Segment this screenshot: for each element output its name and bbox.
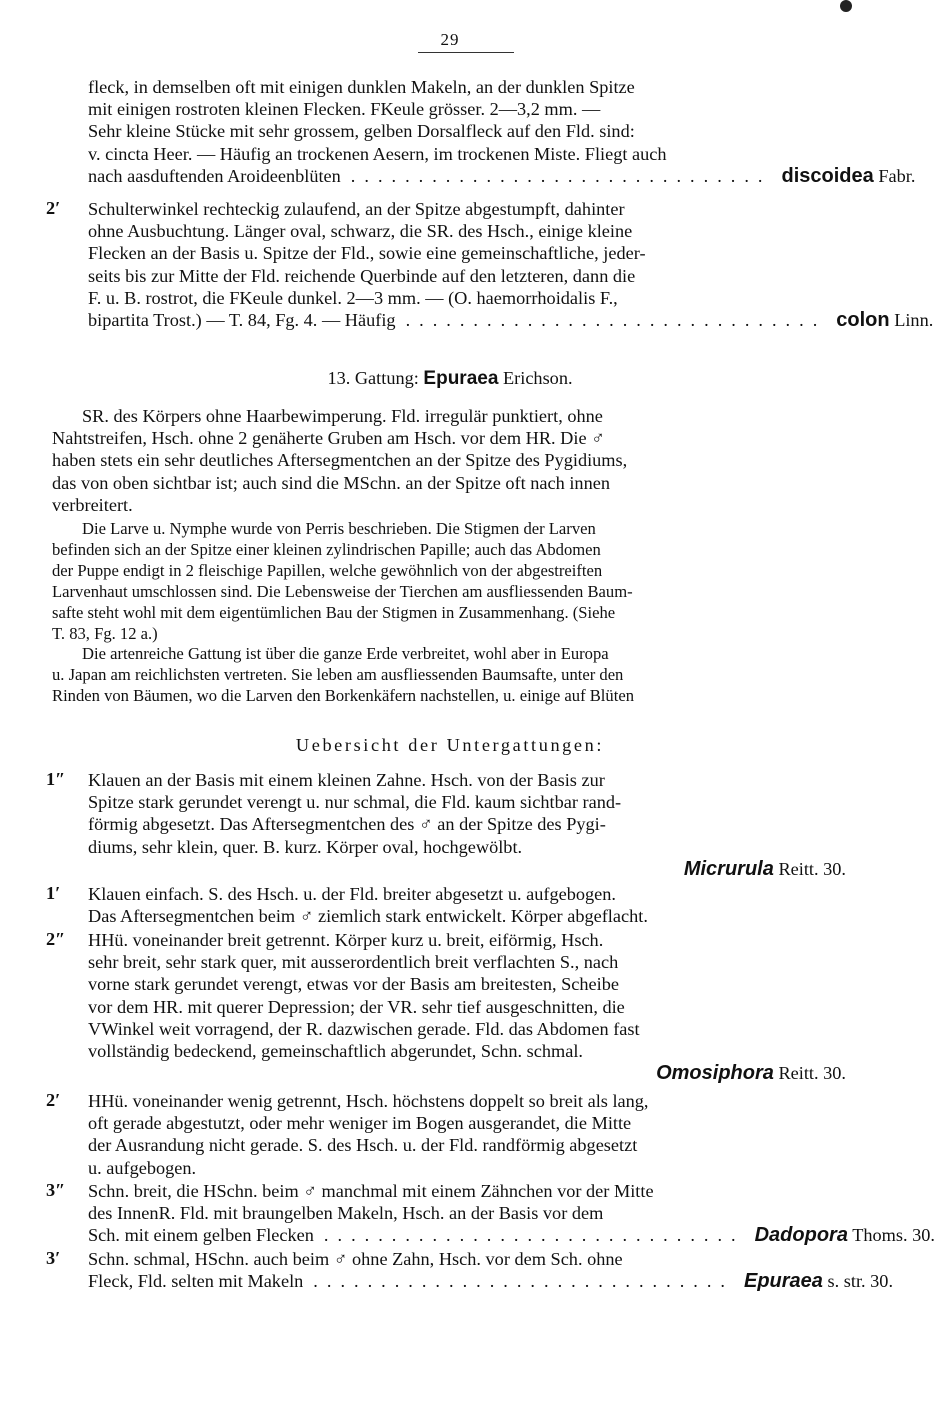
subgenus-name: Epuraea <box>743 1270 823 1293</box>
text-line: Klauen einfach. S. des Hsch. u. der Fld. breiter abgesetzt u. aufgebogen. <box>88 884 616 904</box>
text-line: sehr breit, sehr stark quer, mit ausserordentlich breit verflachten S., nach <box>88 952 619 973</box>
text-line: vorne stark gerundet verengt, etwas vor der Basis am breitesten, Scheibe <box>88 974 619 995</box>
text-line: Nahtstreifen, Hsch. ohne 2 genäherte Gruben am Hsch. vor dem HR. Die ♂ <box>52 428 605 449</box>
text-line: u. aufgebogen. <box>88 1157 197 1178</box>
text-line: der Puppe endigt in 2 fleischige Papillen, welche gewöhnlich von der abgestreiften <box>52 560 603 580</box>
text-line: Die Larve u. Nymphe wurde von Perris beschrieben. Die Stigmen der Larven <box>82 519 596 538</box>
key-couplet <box>88 1180 935 1247</box>
text-line: T. 83, Fg. 12 a.) <box>52 623 158 643</box>
dot-leader: ............................... <box>313 1271 734 1292</box>
text-line: Spitze stark gerundet verengt u. nur schmal, die Fld. kaum sichtbar rand- <box>88 792 622 813</box>
dot-leader: ............................... <box>350 165 772 186</box>
text-line: u. Japan am reichlichsten vertreten. Sie leben am ausfliessenden Baumsafte, unter den <box>52 664 624 684</box>
text-line: bipartita Trost.) — T. 84, Fg. 4. — Häufig <box>88 310 396 331</box>
distribution-note <box>52 644 846 707</box>
couplet-marker: 2′ <box>46 198 61 218</box>
key-result-row <box>88 1270 894 1293</box>
text-line: oft gerade abgestutzt, oder mehr weniger im Bogen ausgerandet, die Mitte <box>88 1113 632 1134</box>
text-line: Sch. mit einem gelben Flecken <box>88 1225 314 1246</box>
text-line: Schn. schmal, HSchn. auch beim ♂ ohne Zahn, Hsch. vor dem Sch. ohne <box>88 1249 623 1269</box>
couplet-marker: 2′ <box>46 1090 61 1110</box>
larva-note <box>52 519 846 644</box>
subgenus-author: Reitt. 30. <box>778 858 846 879</box>
text-line: v. cincta Heer. — Häufig an trockenen Aesern, im trockenen Miste. Fliegt auch <box>88 143 667 164</box>
text-line: SR. des Körpers ohne Haarbewimperung. Fld. irregulär punktiert, ohne <box>82 406 603 426</box>
species-entry-row <box>88 309 934 332</box>
species-author: Fabr. <box>878 165 916 186</box>
subgenus-name: Omosiphora <box>656 1062 774 1085</box>
key-couplet <box>88 769 846 880</box>
text-line: vollständig bedeckend, gemeinschaftlich abgerundet, Schn. schmal. <box>88 1041 583 1062</box>
text-line: mit einigen rostroten kleinen Flecken. FKeule grösser. 2—3,2 mm. — <box>88 99 601 120</box>
text-line: Rinden von Bäumen, wo die Larven den Borkenkäfern nachstellen, u. einige auf Blüten <box>52 685 634 705</box>
couplet-marker: 2″ <box>46 929 66 949</box>
text-line: Schn. breit, die HSchn. beim ♂ manchmal mit einem Zähnchen vor der Mitte <box>88 1181 654 1201</box>
text-line: befinden sich an der Spitze einer kleinen zylindrischen Papille; auch das Abdomen <box>52 539 601 559</box>
ink-blot <box>840 0 852 12</box>
species-name: discoidea <box>781 164 874 187</box>
couplet-paragraph <box>88 198 934 332</box>
text-line: das von oben sichtbar ist; auch sind die MSchn. an der Spitze oft nach innen <box>52 472 610 493</box>
text-line: seits bis zur Mitte der Fld. reichende Querbinde auf den letzteren, dann die <box>88 265 636 286</box>
text-line: Larvenhaut umschlossen sind. Die Lebensweise der Tierchen am ausfliessenden Baum- <box>52 581 633 601</box>
page-number-rule <box>418 52 514 53</box>
text-line: des InnenR. Fld. mit braungelben Makeln, Hsch. an der Basis vor dem <box>88 1203 604 1224</box>
page-number: 29 <box>440 30 460 49</box>
key-couplet <box>88 929 846 1084</box>
text-line: safte steht wohl mit dem eigentümlichen Bau der Stigmen in Zusammenhang. (Siehe <box>52 602 616 622</box>
key-couplet <box>88 1090 846 1179</box>
couplet-marker: 3″ <box>46 1180 66 1200</box>
subgenus-author: Thoms. 30. <box>852 1225 935 1246</box>
text-line: förmig abgesetzt. Das Aftersegmentchen des ♂ an der Spitze des Pygi- <box>88 814 606 835</box>
species-name: colon <box>836 309 890 332</box>
text-line: ohne Ausbuchtung. Länger oval, schwarz, die SR. des Hsch., einige kleine <box>88 221 633 242</box>
text-line: nach aasduftenden Aroideenblüten <box>88 165 341 186</box>
genus-heading-prefix: 13. Gattung: <box>327 368 419 388</box>
genus-name: Epuraea <box>423 368 499 389</box>
couplet-marker: 1′ <box>46 883 61 903</box>
genus-heading <box>0 368 900 390</box>
text-line: diums, sehr klein, quer. B. kurz. Körper oval, hochgewölbt. <box>88 836 523 857</box>
text-line: Flecken an der Basis u. Spitze der Fld., sowie eine gemeinschaftliche, jeder- <box>88 243 646 264</box>
couplet-marker: 3′ <box>46 1248 61 1268</box>
species-entry-row <box>88 164 916 187</box>
genus-description <box>52 405 846 516</box>
key-result <box>88 1062 846 1084</box>
text-line: Schulterwinkel rechteckig zulaufend, an der Spitze abgestumpft, dahinter <box>88 199 625 219</box>
key-couplet <box>88 1248 894 1293</box>
text-line: Die artenreiche Gattung ist über die ganze Erde verbreitet, wohl aber in Europa <box>82 644 609 663</box>
genus-author: Erichson. <box>502 368 573 388</box>
text-line: der Ausrandung nicht gerade. S. des Hsch. u. der Fld. randförmig abgesetzt <box>88 1135 638 1156</box>
text-line: haben stets ein sehr deutliches Aftersegmentchen an der Spitze des Pygidiums, <box>52 450 628 471</box>
text-line: F. u. B. rostrot, die FKeule dunkel. 2—3 mm. — (O. haemorrhoidalis F., <box>88 287 618 308</box>
subgenus-name: Micrurula <box>683 857 774 880</box>
text-line: Das Aftersegmentchen beim ♂ ziemlich stark entwickelt. Körper abgeflacht. <box>88 906 648 927</box>
text-line: VWinkel weit vorragend, der R. dazwischen gerade. Fld. das Abdomen fast <box>88 1018 640 1039</box>
text-line: fleck, in demselben oft mit einigen dunklen Makeln, an der dunklen Spitze <box>88 77 635 97</box>
subgenera-heading: Uebersicht der Untergattungen: <box>295 735 605 755</box>
dot-leader: ............................... <box>405 310 827 331</box>
subgenus-author: Reitt. 30. <box>778 1063 846 1084</box>
couplet-marker: 1″ <box>46 769 66 789</box>
text-line: verbreitert. <box>52 494 133 515</box>
subgenus-author: s. str. 30. <box>827 1271 894 1292</box>
species-author: Linn. <box>894 310 934 331</box>
subgenus-name: Dadopora <box>754 1224 848 1247</box>
key-result <box>88 858 846 880</box>
intro-paragraph <box>88 76 916 187</box>
text-line: Fleck, Fld. selten mit Makeln <box>88 1271 304 1292</box>
dot-leader: ............................... <box>323 1225 745 1246</box>
text-line: HHü. voneinander wenig getrennt, Hsch. höchstens doppelt so breit als lang, <box>88 1091 649 1111</box>
text-line: vor dem HR. mit querer Depression; der VR. sehr tief ausgeschnitten, die <box>88 996 625 1017</box>
text-line: Klauen an der Basis mit einem kleinen Zahne. Hsch. von der Basis zur <box>88 770 605 790</box>
key-couplet <box>88 883 846 927</box>
text-line: Sehr kleine Stücke mit sehr grossem, gelben Dorsalfleck auf den Fld. sind: <box>88 121 635 142</box>
key-result-row <box>88 1224 935 1247</box>
text-line: HHü. voneinander breit getrennt. Körper kurz u. breit, eiförmig, Hsch. <box>88 930 604 950</box>
